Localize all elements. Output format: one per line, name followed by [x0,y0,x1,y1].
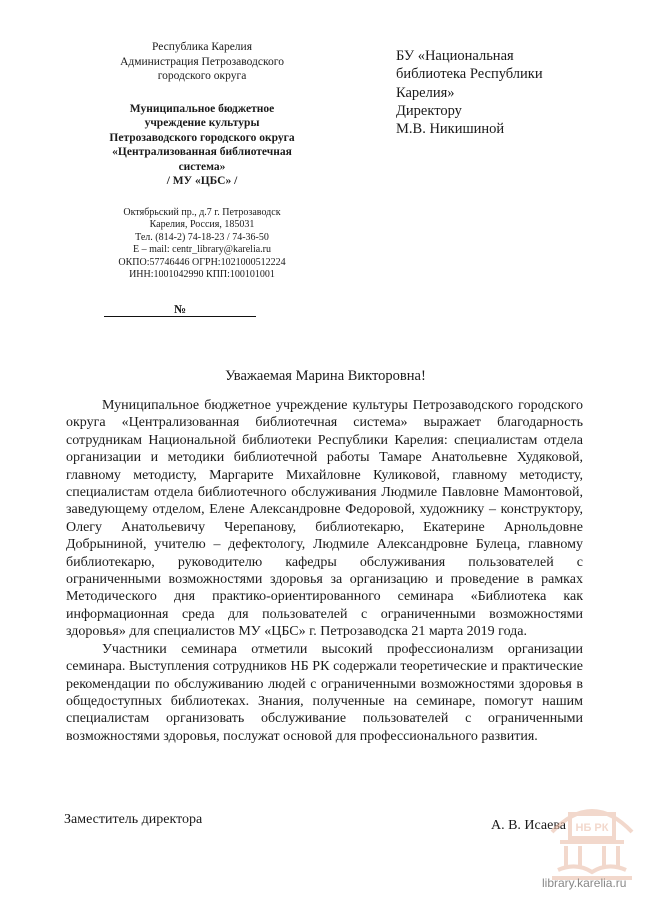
document-number-field: № [104,302,256,317]
sender-line: городского округа [157,70,247,82]
recipient-block [396,47,636,138]
contact-line: ИНН:1001042990 КПП:100101001 [129,269,275,281]
logo-text: НБ РК [575,822,609,834]
recipient-line: Директору [396,102,462,119]
contact-line: Карелия, Россия, 185031 [149,219,255,231]
letter-body [66,397,583,745]
sender-line: Администрация Петрозаводского [120,55,284,68]
signatory-position: Заместитель директора [64,812,203,827]
org-name-line: Муниципальное бюджетное [129,102,275,115]
watermark-site: library.karelia.ru [542,876,627,890]
sender-line: Республика Карелия [151,41,252,53]
org-name-line: Петрозаводского городского округа [109,131,295,144]
sender-contacts [84,207,320,283]
body-paragraph: Муниципальное бюджетное учреждение культуры Петрозаводского городского округа «Централизованная библиотечная система» выражает благодарность сотрудникам Национальной библиотеки Республики Карелия: специалистам отдела организации и методики библиотечной работы Тамаре Анатольевне Худяковой, главному методисту, Маргарите Михайловне Куликовой, главному методисту, специалистам отдела библиотечного обслуживания Людмиле Павловне Мамонтовой, заведующему отделом, Елене Александровне Федоровой, художнику – конструктору, Олегу Анатольевичу Черепанову, библиотекарю, Екатерине Арнольдовне Добрыниной, учителю – дефектологу, Людмиле Александровне Булеца, главному библиотекарю, руководителю кафедры обслуживания пользователей с ограниченными возможностями здоровья за организацию и проведение в рамках Методического дня практико-ориентированного семинара «Библиотека как информационная среда для пользователей с ограниченными возможностями здоровья» для специалистов МУ «ЦБС» г. Петрозаводска 21 марта 2019 года. [66,398,583,640]
recipient-line: М.В. Никишиной [396,121,505,138]
org-name-line: система» [178,160,226,173]
org-abbrev: / МУ «ЦБС» / [166,175,238,187]
contact-line: E – mail: centr_library@karelia.ru [132,244,272,256]
body-paragraph: Участники семинара отметили высокий профессионализм организации семинара. Выступления сотрудников НБ РК содержали теоретические и практические рекомендации по обслуживанию людей с ограниченными возможностями здоровья в общедоступных библиотеках. Знания, полученные на семинаре, помогут нашим специалистам организовать обслуживание пользователей с ограниченными возможностями здоровья, послужат основой для профессионального развития. [66,641,583,744]
recipient-line: Карелия» [396,84,455,101]
contact-line: ОКПО:57746446 ОГРН:1021000512224 [118,256,286,268]
org-name-line: учреждение культуры [144,117,260,129]
recipient-line: БУ «Национальная [396,48,514,64]
org-name-line: «Централизованная библиотечная [112,146,292,158]
signatory-name: А. В. Исаева [490,818,566,833]
contact-line: Тел. (814-2) 74-18-23 / 74-36-50 [135,231,269,243]
contact-line: Октябрьский пр., д.7 г. Петрозаводск [123,206,281,218]
recipient-line: библиотека Республики [396,66,543,83]
sender-block [84,40,320,282]
signature-block [64,812,566,833]
greeting: Уважаемая Марина Викторовна! [225,368,426,384]
